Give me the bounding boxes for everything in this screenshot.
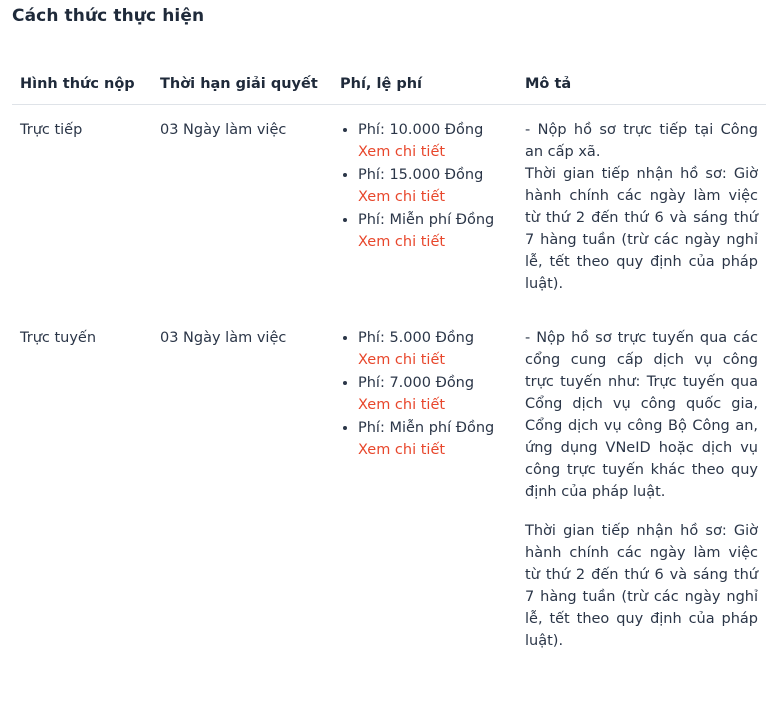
fee-amount: • Phí: Miễn phí Đồng [358, 212, 495, 229]
column-header-processing-time: Thời hạn giải quyết [152, 66, 332, 105]
view-detail-link[interactable]: Xem chi tiết [358, 397, 446, 414]
implementation-method-table [12, 66, 766, 670]
fee-list [340, 327, 509, 461]
view-detail-link[interactable]: Xem chi tiết [358, 144, 446, 161]
view-detail-link[interactable]: Xem chi tiết [358, 352, 446, 369]
fee-amount: • Phí: 10.000 Đồng [358, 122, 484, 138]
description-paragraph: Thời gian tiếp nhận hồ sơ: Giờ hành chính các ngày làm việc từ thứ 2 đến thứ 6 và sáng thứ 7 hàng tuần (trừ các ngày nghỉ lễ, tết theo quy định của pháp luật). [525, 166, 758, 293]
fee-item [358, 417, 509, 461]
cell-description [517, 105, 766, 314]
page-title: Cách thức thực hiện [12, 6, 205, 26]
column-header-description: Mô tả [517, 66, 766, 105]
fee-item [358, 209, 509, 253]
cell-fees [332, 313, 517, 669]
column-header-submission-form: Hình thức nộp [12, 66, 152, 105]
cell-fees [332, 105, 517, 314]
fee-list [340, 119, 509, 253]
fee-amount: • Phí: 7.000 Đồng [358, 375, 475, 392]
description-paragraph: - Nộp hồ sơ trực tuyến qua các cổng cung cấp dịch vụ công trực tuyến như: Trực tuyến qua Cổng dịch vụ công quốc gia, Cổng dịch vụ công Bộ Công an, ứng dụng VNeID hoặc dịch vụ công trực tuyến khác theo quy định của pháp luật. [525, 330, 758, 501]
cell-description [517, 313, 766, 669]
table-body [12, 105, 766, 670]
cell-processing-time: 03 Ngày làm việc [160, 330, 287, 347]
table-row [12, 105, 766, 314]
fee-item [358, 327, 509, 371]
description-paragraph: - Nộp hồ sơ trực tiếp tại Công an cấp xã. [525, 122, 758, 161]
description-paragraph: Thời gian tiếp nhận hồ sơ: Giờ hành chính các ngày làm việc từ thứ 2 đến thứ 6 và sáng thứ 7 hàng tuần (trừ các ngày nghỉ lễ, tết theo quy định của pháp luật). [525, 522, 758, 649]
cell-submission-form: Trực tuyến [20, 330, 97, 347]
fee-amount: • Phí: Miễn phí Đồng [358, 420, 495, 437]
fee-item [358, 164, 509, 208]
fee-amount: • Phí: 15.000 Đồng [358, 167, 484, 184]
view-detail-link[interactable]: Xem chi tiết [358, 442, 446, 459]
document-page [0, 4, 778, 670]
table-row [12, 313, 766, 669]
cell-submission-form: Trực tiếp [20, 122, 83, 138]
table-header [12, 66, 766, 105]
column-header-fees: Phí, lệ phí [332, 66, 517, 105]
view-detail-link[interactable]: Xem chi tiết [358, 189, 446, 206]
fee-item [358, 372, 509, 416]
fee-amount: • Phí: 5.000 Đồng [358, 330, 475, 347]
fee-item [358, 119, 509, 163]
cell-processing-time: 03 Ngày làm việc [160, 122, 287, 138]
view-detail-link[interactable]: Xem chi tiết [358, 234, 446, 251]
table-header-row [12, 66, 766, 105]
